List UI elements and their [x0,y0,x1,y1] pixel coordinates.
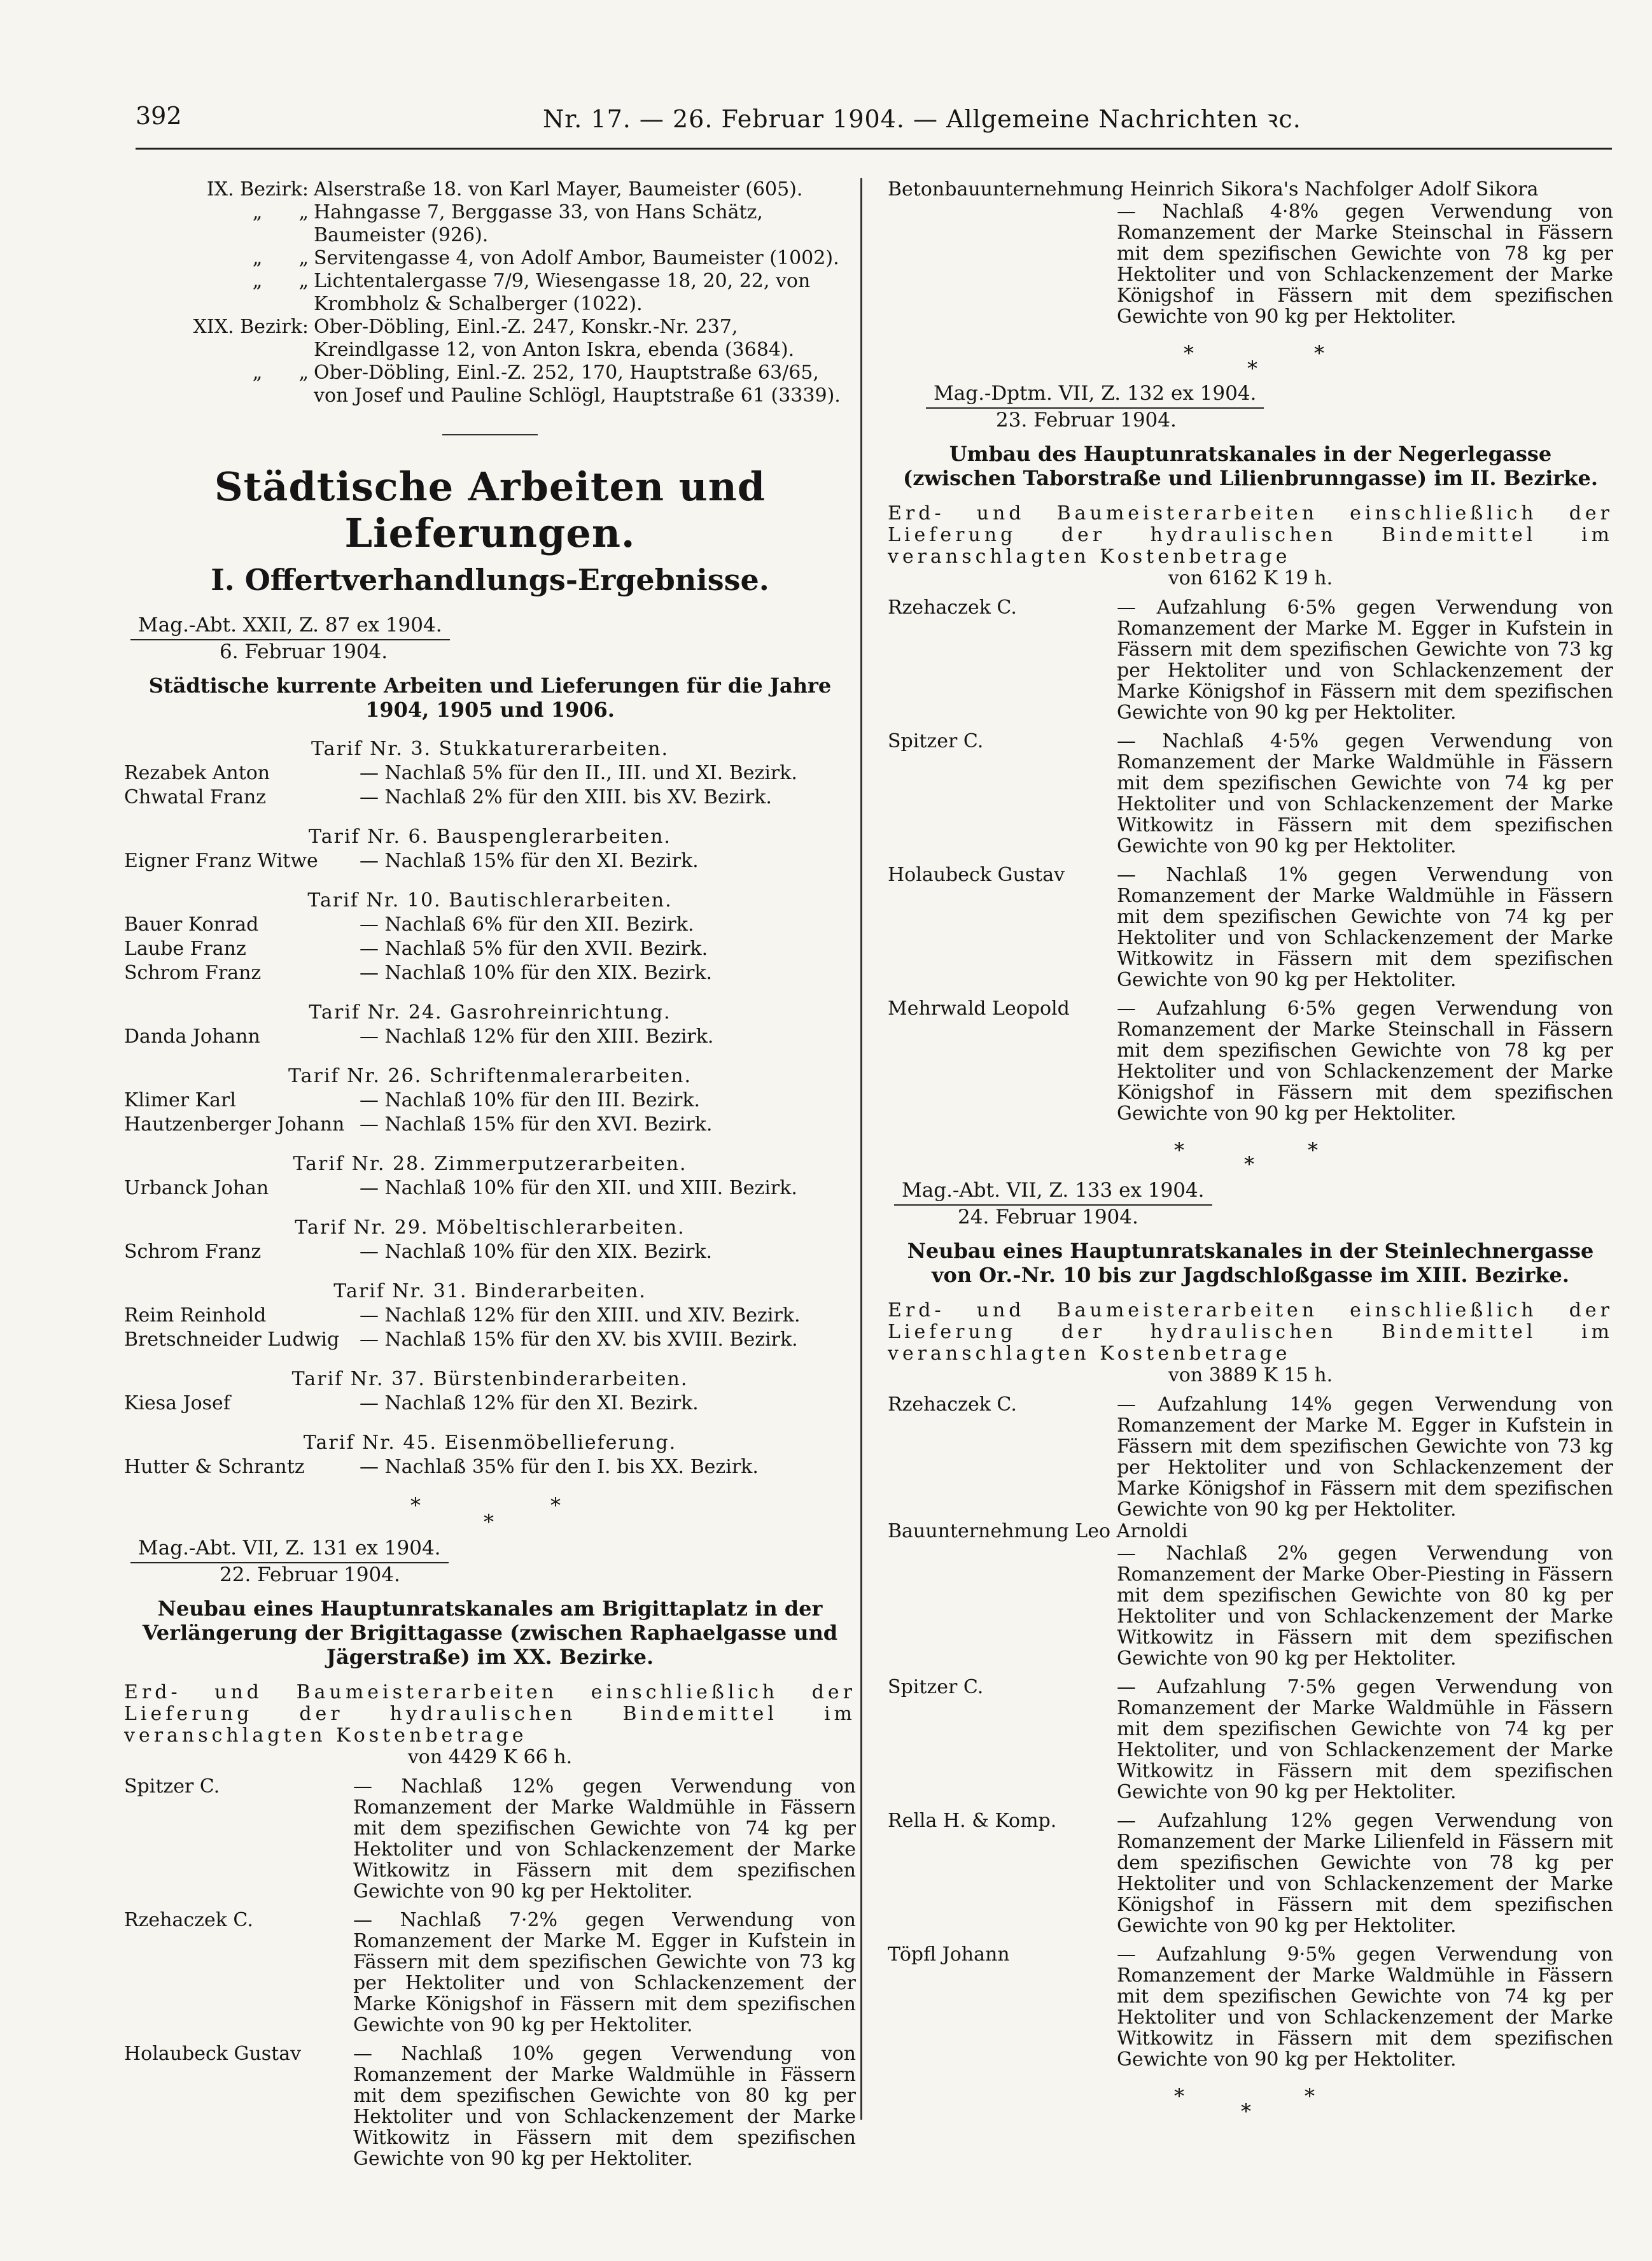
tarif-row [124,1455,856,1479]
block-mag-abt-vii-131 [124,1535,856,2169]
district-label: XIX. Bezirk: [193,316,309,338]
tarif-heading: Tarif Nr. 3. Stukkaturerarbeiten. [311,738,669,760]
block-scope: Erd- und Baumeisterarbeiten einschließlich der Lieferung der hydraulischen Bindemittel im veranschlagten Kostenbetrage [888,1299,1613,1365]
block-reference: Mag.-Abt. VII, Z. 133 ex 1904. [888,1178,1613,1206]
contractor-name: Laube Franz [124,938,246,960]
entry-list [888,597,1613,1124]
entry-list [124,1776,856,2169]
district-label: „ „ [252,270,309,292]
entry-row [888,1543,1613,1669]
contractor-result: — Nachlaß 35% für den I. bis XX. Bezirk. [360,1456,759,1478]
left-column [124,178,856,2169]
continued-entry [888,178,1613,327]
entry-row [888,1810,1613,1936]
block-date: 6. Februar 1904. [220,640,388,663]
column-divider [860,178,862,2120]
contractor-result: — Nachlaß 10% für den XIX. Bezirk. [360,1241,713,1263]
tarif-row [124,913,856,937]
block-mag-abt-xxii [124,612,856,1479]
block-project-title: Neubau eines Hauptunratskanales am Brigittaplatz in der Verlängerung der Brigittagasse (zwischen Raphaelgasse und Jägerstraße) im XX. Bezirke. [142,1596,838,1669]
entry-text: — Nachlaß 1% gegen Verwendung von Romanzement der Marke Waldmühle in Fässern mit dem spezifischen Gewichte von 74 kg per Hektoliter und von Schlackenzement der Marke Witkowitz in Fässern mit dem spezifischen Gewichte von 90 kg per Hektoliter. [1117,864,1613,991]
block-mag-dptm-vii-132 [888,381,1613,1124]
building-address-list [124,178,856,407]
contractor-result: — Nachlaß 10% für den XII. und XIII. Bezirk. [360,1177,797,1199]
stars-separator: * * * [1184,341,1324,381]
address-text: Servitengasse 4, von Adolf Ambor, Baumeister (1002). [314,247,839,269]
block-scope: Erd- und Baumeisterarbeiten einschließlich der Lieferung der hydraulischen Bindemittel im veranschlagten Kostenbetrage [124,1681,856,1747]
tarif-row [124,937,856,961]
stars-separator: * * * [1174,1138,1318,1176]
section-title: Städtische Arbeiten und Lieferungen. [214,463,766,556]
block-date: 23. Februar 1904. [996,409,1177,432]
block-reference: Mag.-Abt. XXII, Z. 87 ex 1904. [124,612,856,640]
tarif-heading: Tarif Nr. 6. Bauspenglerarbeiten. [309,826,671,848]
address-text: Lichtentalergasse 7/9, Wiesengasse 18, 20, 22, von Krombholz & Schalberger (1022). [314,270,811,315]
entry-text: — Aufzahlung 12% gegen Verwendung von Romanzement der Marke Lilienfeld in Fässern mit dem spezifischen Gewichte von 78 kg per Hektoliter und von Schlackenzement der Marke Königshof in Fässern mit dem spezifischen Gewichte von 90 kg per Hektoliter. [1117,1810,1613,1937]
tarif-heading: Tarif Nr. 10. Bautischlerarbeiten. [307,889,673,912]
tarif-row [124,1328,856,1352]
address-text: Hahngasse 7, Berggasse 33, von Hans Schätz, Baumeister (926). [314,201,763,246]
entry-text: — Nachlaß 2% gegen Verwendung von Romanzement der Marke Ober-Piesting in Fässern mit dem spezifischen Gewichte von 80 kg per Hektoliter und von Schlackenzement der Marke Witkowitz in Fässern mit dem spezifischen Gewichte von 90 kg per Hektoliter. [1117,1542,1613,1670]
entry-row [888,1394,1613,1520]
entry-text: — Aufzahlung 6·5% gegen Verwendung von Romanzement der Marke Steinschall in Fässern mit dem spezifischen Gewichte von 78 kg per Hektoliter und von Schlackenzement der Marke Königshof in Fässern mit dem spezifischen Gewichte von 90 kg per Hektoliter. [1117,997,1613,1125]
block-amount: von 6162 K 19 h. [1168,567,1333,589]
district-label: IX. Bezirk: [206,178,309,201]
contractor-name: Chwatal Franz [124,786,267,808]
entry-row [888,864,1613,990]
contractor-name: Hautzenberger Johann [124,1113,345,1136]
contractor-result: — Nachlaß 15% für den XI. Bezirk. [360,850,699,872]
entry-name: Rella H. & Komp. [888,1810,1057,1832]
stars-separator: * * * [1174,2084,1315,2124]
tarif-heading: Tarif Nr. 26. Schriftenmalerarbeiten. [288,1065,692,1087]
contractor-result: — Nachlaß 15% für den XVI. Bezirk. [360,1113,713,1136]
contractor-result: — Nachlaß 12% für den XI. Bezirk. [360,1392,699,1414]
entry-row [888,998,1613,1124]
entry-name: Mehrwald Leopold [888,997,1070,1020]
entry-name: Rzehaczek C. [888,1393,1017,1416]
entry-list [888,1394,1613,2070]
entry-row [124,1776,856,1902]
entry-name: Betonbauunternehmung Heinrich Sikora's Nachfolger Adolf Sikora [888,178,1539,201]
address-row [124,178,856,201]
entry-row [888,597,1613,723]
tarif-row [124,1240,856,1264]
block-date: 22. Februar 1904. [220,1563,400,1586]
address-row [124,362,856,407]
contractor-result: — Nachlaß 12% für den XIII. Bezirk. [360,1025,714,1048]
tarif-row [124,1088,856,1113]
address-text: Ober-Döbling, Einl.-Z. 252, 170, Hauptstraße 63/65, von Josef und Pauline Schlögl, Hauptstraße 61 (3339). [314,362,841,407]
contractor-name: Eigner Franz Witwe [124,850,318,872]
entry-text: — Nachlaß 12% gegen Verwendung von Romanzement der Marke Waldmühle in Fässern mit dem spezifischen Gewichte von 74 kg per Hektoliter und von Schlackenzement der Marke Witkowitz in Fässern mit dem spezifischen Gewichte von 90 kg per Hektoliter. [353,1775,856,1903]
contractor-result: — Nachlaß 15% für den XV. bis XVIII. Bezirk. [360,1328,798,1351]
contractor-result: — Nachlaß 2% für den XIII. bis XV. Bezirk. [360,786,772,808]
tarif-row [124,1025,856,1049]
district-label: „ „ [252,362,309,384]
tarif-list [124,737,856,1479]
block-project-title: Städtische kurrente Arbeiten und Lieferungen für die Jahre 1904, 1905 und 1906. [148,673,832,722]
entry-name: Holaubeck Gustav [888,864,1065,886]
block-scope: Erd- und Baumeisterarbeiten einschließlich der Lieferung der hydraulischen Bindemittel im veranschlagten Kostenbetrage [888,502,1613,568]
entry-row [888,1944,1613,2070]
right-column [888,178,1613,2124]
entry-text: — Nachlaß 7·2% gegen Verwendung von Romanzement der Marke M. Egger in Kufstein in Fässern mit dem spezifischen Gewichte von 73 kg per Hektoliter und von Schlackenzement der Marke Königshof in Fässern mit dem spezifischen Gewichte von 90 kg per Hektoliter. [353,1909,856,2036]
entry-name: Rzehaczek C. [124,1909,253,1931]
contractor-name: Schrom Franz [124,1241,262,1263]
contractor-name: Klimer Karl [124,1089,236,1111]
tarif-heading: Tarif Nr. 37. Bürstenbinderarbeiten. [291,1368,689,1390]
tarif-row [124,1176,856,1201]
contractor-result: — Nachlaß 12% für den XIII. und XIV. Bezirk. [360,1304,801,1327]
entry-name: Spitzer C. [888,730,984,752]
contractor-name: Danda Johann [124,1025,260,1048]
contractor-result: — Nachlaß 10% für den XIX. Bezirk. [360,962,713,984]
tarif-row [124,1391,856,1416]
address-row [124,201,856,247]
block-project-title: Neubau eines Hauptunratskanales in der Steinlechnergasse von Or.-Nr. 10 bis zur Jagdschloßgasse im XIII. Bezirke. [907,1239,1594,1287]
contractor-name: Rezabek Anton [124,762,270,784]
entry-text: — Aufzahlung 14% gegen Verwendung von Romanzement der Marke M. Egger in Kufstein in Fässern mit dem spezifischen Gewichte von 73 kg per Hektoliter und von Schlackenzement der Marke Königshof in Fässern mit dem spezifischen Gewichte von 90 kg per Hektoliter. [1117,1393,1613,1521]
entry-name: Töpfl Johann [888,1943,1010,1966]
entry-text: — Aufzahlung 6·5% gegen Verwendung von Romanzement der Marke M. Egger in Kufstein in Fässern mit dem spezifischen Gewichte von 73 kg per Hektoliter und von Schlackenzement der Marke Königshof in Fässern mit dem spezifischen Gewichte von 90 kg per Hektoliter. [1117,596,1613,724]
contractor-name: Reim Reinhold [124,1304,267,1327]
contractor-result: — Nachlaß 5% für den XVII. Bezirk. [360,938,708,960]
contractor-name: Urbanck Johan [124,1177,269,1199]
entry-row [888,731,1613,857]
tarif-row [124,785,856,810]
address-text: Ober-Döbling, Einl.-Z. 247, Konskr.-Nr. 237, Kreindlgasse 12, von Anton Iskra, ebenda (3684). [314,316,795,361]
address-text: Alserstraße 18. von Karl Mayer, Baumeister (605). [314,178,803,201]
entry-name: Spitzer C. [888,1676,984,1698]
contractor-result: — Nachlaß 10% für den III. Bezirk. [360,1089,701,1111]
contractor-name: Kiesa Josef [124,1392,230,1414]
block-project-title: Umbau des Hauptunratskanales in der Negerlegasse (zwischen Taborstraße und Lilienbrunngasse) im II. Bezirke. [903,442,1598,490]
tarif-row [124,761,856,785]
block-date: 24. Februar 1904. [958,1206,1138,1229]
tarif-heading: Tarif Nr. 28. Zimmerputzerarbeiten. [293,1153,687,1175]
entry-text: — Nachlaß 4·8% gegen Verwendung von Romanzement der Marke Steinschal in Fässern mit dem spezifischen Gewichte von 78 kg per Hektoliter und von Schlackenzement der Marke Königshof in Fässern mit dem spezifischen Gewichte von 90 kg per Hektoliter. [1117,201,1613,328]
entry-text: — Aufzahlung 7·5% gegen Verwendung von Romanzement der Marke Waldmühle in Fässern mit dem spezifischen Gewichte von 74 kg per Hektoliter, und von Schlackenzement der Marke Witkowitz in Fässern mit dem spezifischen Gewichte von 90 kg per Hektoliter. [1117,1676,1613,1803]
entry-text: — Nachlaß 10% gegen Verwendung von Romanzement der Marke Waldmühle in Fässern mit dem spezifischen Gewichte von 80 kg per Hektoliter und von Schlackenzement der Marke Witkowitz in Fässern mit dem spezifischen Gewichte von 90 kg per Hektoliter. [353,2043,856,2170]
tarif-heading: Tarif Nr. 29. Möbeltischlerarbeiten. [295,1216,685,1239]
entry-name: Spitzer C. [124,1775,220,1798]
tarif-row [124,849,856,873]
contractor-result: — Nachlaß 6% für den XII. Bezirk. [360,913,694,936]
contractor-result: — Nachlaß 5% für den II., III. und XI. Bezirk. [360,762,797,784]
address-row [124,247,856,270]
address-row [124,316,856,362]
running-title: Nr. 17. — 26. Februar 1904. — Allgemeine Nachrichten ꝛc. [543,105,1301,133]
entry-name: Bauunternehmung Leo Arnoldi [888,1520,1188,1542]
tarif-row [124,1113,856,1137]
contractor-name: Hutter & Schrantz [124,1456,305,1478]
entry-row [888,1677,1613,1803]
entry-text: — Nachlaß 4·5% gegen Verwendung von Romanzement der Marke Waldmühle in Fässern mit dem spezifischen Gewichte von 74 kg per Hektoliter und von Schlackenzement der Marke Witkowitz in Fässern mit dem spezifischen Gewichte von 90 kg per Hektoliter. [1117,730,1613,857]
entry-name: Rzehaczek C. [888,596,1017,619]
address-row [124,270,856,316]
block-mag-abt-vii-133 [888,1178,1613,2070]
tarif-row [124,961,856,985]
header-rule [136,148,1612,150]
page-number: 392 [136,102,182,130]
section-divider [442,434,538,435]
stars-separator: * * * [410,1493,561,1534]
block-reference: Mag.-Dptm. VII, Z. 132 ex 1904. [888,381,1613,409]
entry-row [124,2043,856,2169]
contractor-name: Bretschneider Ludwig [124,1328,340,1351]
block-reference: Mag.-Abt. VII, Z. 131 ex 1904. [124,1535,856,1563]
entry-text: — Aufzahlung 9·5% gegen Verwendung von Romanzement der Marke Waldmühle in Fässern mit dem spezifischen Gewichte von 74 kg per Hektoliter und von Schlackenzement der Marke Witkowitz in Fässern mit dem spezifischen Gewichte von 90 kg per Hektoliter. [1117,1943,1613,2071]
district-label: „ „ [252,201,309,223]
page-header [136,102,1516,140]
tarif-heading: Tarif Nr. 24. Gasrohreinrichtung. [309,1001,671,1024]
section-subtitle: I. Offertverhandlungs-Ergebnisse. [211,563,769,597]
block-amount: von 4429 K 66 h. [407,1746,573,1768]
block-amount: von 3889 K 15 h. [1168,1364,1333,1386]
contractor-name: Bauer Konrad [124,913,259,936]
tarif-heading: Tarif Nr. 31. Binderarbeiten. [333,1280,647,1302]
tarif-row [124,1304,856,1328]
tarif-heading: Tarif Nr. 45. Eisenmöbellieferung. [303,1432,677,1454]
contractor-name: Schrom Franz [124,962,262,984]
entry-row [124,1910,856,2036]
entry-name: Holaubeck Gustav [124,2043,302,2065]
district-label: „ „ [252,247,309,269]
